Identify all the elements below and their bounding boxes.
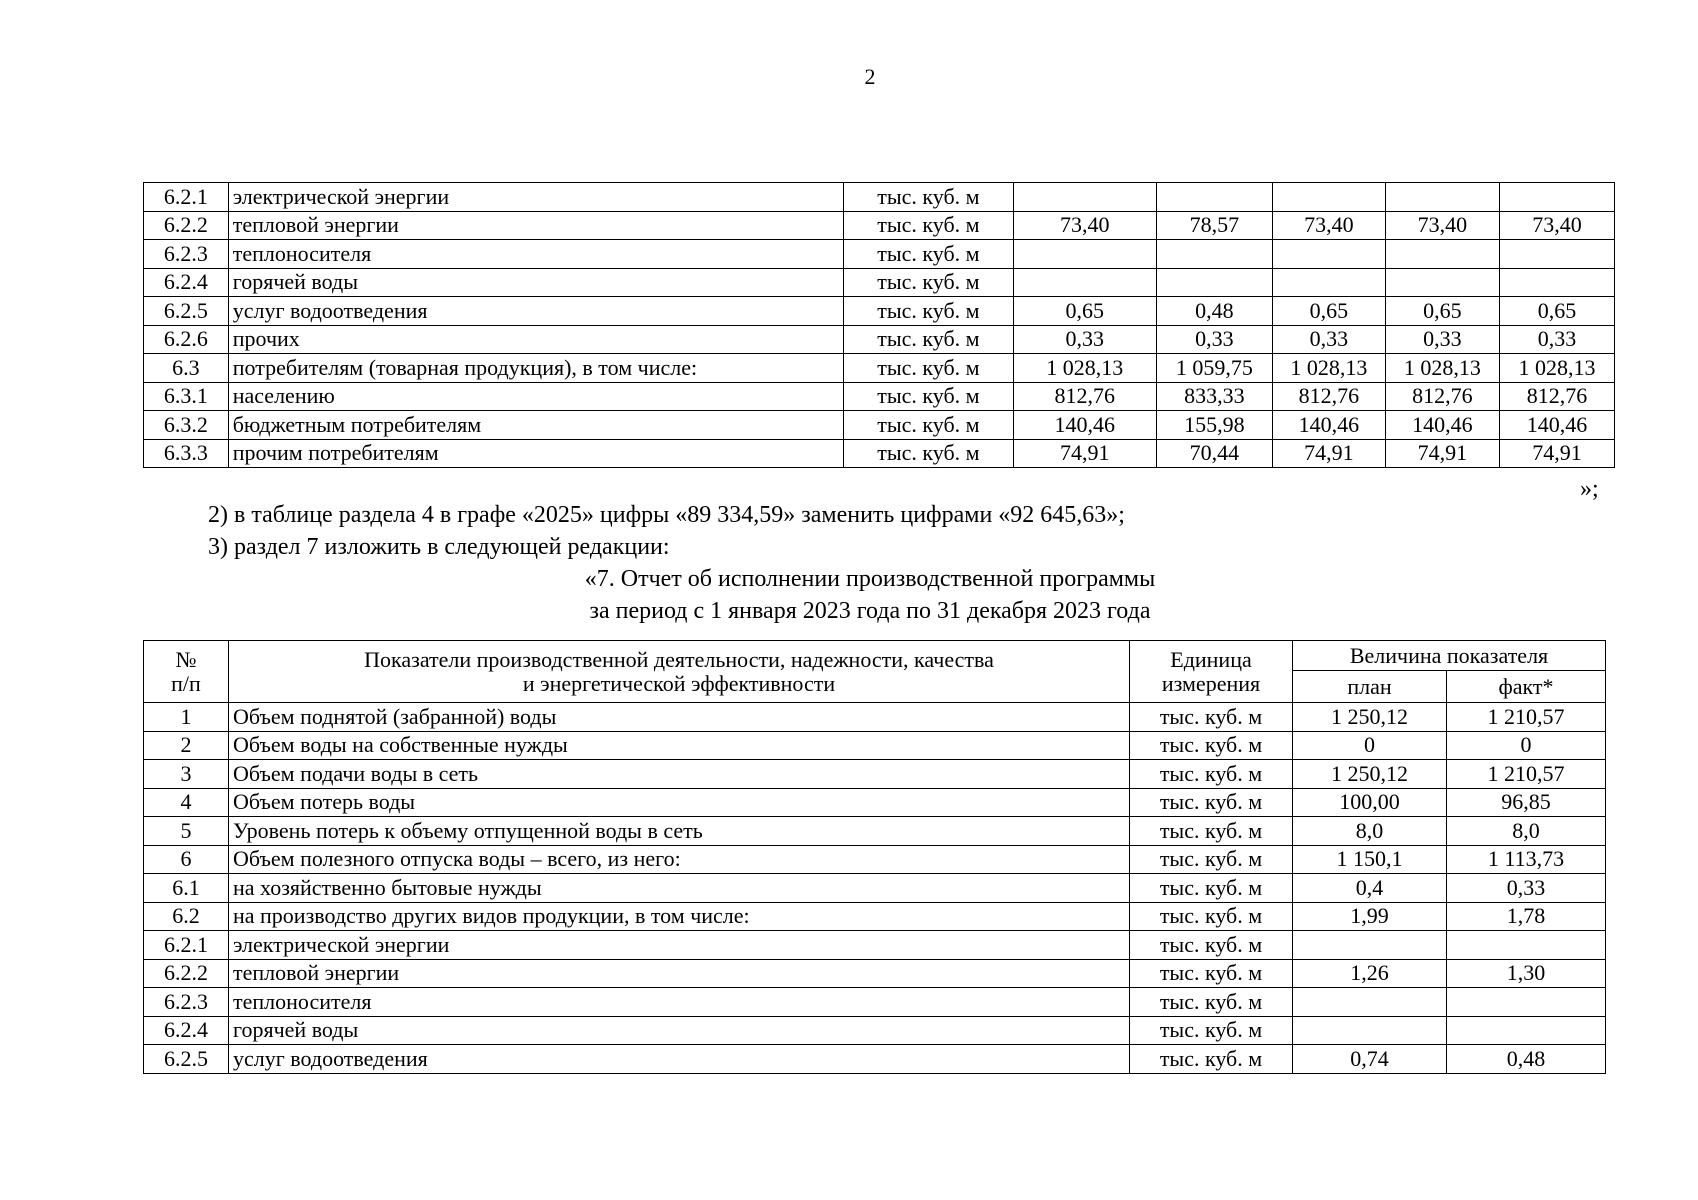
table-row <box>144 354 1615 383</box>
row-number: 6.2.1 <box>144 931 229 960</box>
indicator-name: Уровень потерь к объему отпущенной воды в сеть <box>229 817 1130 846</box>
value-cell: 0,48 <box>1156 297 1272 326</box>
fact-value: 8,0 <box>1447 817 1606 846</box>
indicator-name: потребителям (товарная продукция), в том числе: <box>228 354 843 383</box>
indicator-name: теплоносителя <box>228 240 843 269</box>
fact-value: 1 210,57 <box>1447 703 1606 732</box>
value-cell <box>1013 268 1156 297</box>
value-cell: 74,91 <box>1272 439 1385 468</box>
table-row <box>144 411 1615 440</box>
value-cell: 73,40 <box>1385 211 1499 240</box>
unit: тыс. куб. м <box>1130 874 1293 903</box>
table-row <box>144 297 1615 326</box>
indicator-name: Объем полезного отпуска воды – всего, из него: <box>229 845 1130 874</box>
row-number: 6 <box>144 845 229 874</box>
indicator-name: прочим потребителям <box>228 439 843 468</box>
unit: тыс. куб. м <box>844 211 1013 240</box>
value-cell <box>1499 268 1614 297</box>
value-cell <box>1156 240 1272 269</box>
table-row <box>144 1045 1606 1074</box>
closing-quote: »; <box>1580 476 1599 502</box>
fact-value <box>1447 1016 1606 1045</box>
table-row <box>144 988 1606 1017</box>
fact-value: 0 <box>1447 731 1606 760</box>
unit: тыс. куб. м <box>844 354 1013 383</box>
plan-value: 1,26 <box>1293 959 1447 988</box>
row-number: 6.3.3 <box>144 439 229 468</box>
indicator-name: электрической энергии <box>228 183 843 212</box>
value-cell: 833,33 <box>1156 382 1272 411</box>
indicator-name: горячей воды <box>228 268 843 297</box>
section-title-line2: за период с 1 января 2023 года по 31 декабря 2023 года <box>589 598 1151 624</box>
fact-value: 1 113,73 <box>1447 845 1606 874</box>
value-cell: 140,46 <box>1385 411 1499 440</box>
row-number: 6.2.1 <box>144 183 229 212</box>
row-number: 6.1 <box>144 874 229 903</box>
row-number: 6.2.3 <box>144 988 229 1017</box>
row-number: 5 <box>144 817 229 846</box>
value-cell: 1 028,13 <box>1272 354 1385 383</box>
row-number: 6.2.5 <box>144 1045 229 1074</box>
table-row <box>144 874 1606 903</box>
row-number: 6.3.2 <box>144 411 229 440</box>
unit: тыс. куб. м <box>844 439 1013 468</box>
unit: тыс. куб. м <box>1130 817 1293 846</box>
header-plan: план <box>1293 671 1447 703</box>
table-row <box>144 211 1615 240</box>
table-row <box>144 760 1606 789</box>
value-cell <box>1272 183 1385 212</box>
unit: тыс. куб. м <box>844 382 1013 411</box>
plan-value: 0,4 <box>1293 874 1447 903</box>
value-cell <box>1272 240 1385 269</box>
value-cell: 140,46 <box>1013 411 1156 440</box>
amendment-paragraph-2: 2) в таблице раздела 4 в графе «2025» цифры «89 334,59» заменить цифрами «92 645,63»; <box>208 502 1125 528</box>
row-number: 6.3.1 <box>144 382 229 411</box>
unit: тыс. куб. м <box>844 240 1013 269</box>
value-cell: 812,76 <box>1385 382 1499 411</box>
value-cell: 74,91 <box>1013 439 1156 468</box>
value-cell: 78,57 <box>1156 211 1272 240</box>
row-number: 6.2.4 <box>144 1016 229 1045</box>
value-cell: 0,65 <box>1013 297 1156 326</box>
value-cell: 0,65 <box>1272 297 1385 326</box>
plan-value <box>1293 988 1447 1017</box>
indicator-name: услуг водоотведения <box>229 1045 1130 1074</box>
value-cell <box>1385 183 1499 212</box>
section-title-line1: «7. Отчет об исполнении производственной программы <box>584 566 1156 592</box>
indicator-name: Объем поднятой (забранной) воды <box>229 703 1130 732</box>
row-number: 1 <box>144 703 229 732</box>
table-row <box>144 240 1615 269</box>
plan-value: 0 <box>1293 731 1447 760</box>
header-unit: Единица измерения <box>1130 641 1293 703</box>
indicator-name: бюджетным потребителям <box>228 411 843 440</box>
value-cell: 74,91 <box>1385 439 1499 468</box>
indicator-name: электрической энергии <box>229 931 1130 960</box>
unit: тыс. куб. м <box>1130 788 1293 817</box>
value-cell: 140,46 <box>1499 411 1614 440</box>
value-cell: 73,40 <box>1499 211 1614 240</box>
value-cell: 140,46 <box>1272 411 1385 440</box>
table-row <box>144 382 1615 411</box>
unit: тыс. куб. м <box>1130 931 1293 960</box>
plan-value: 0,74 <box>1293 1045 1447 1074</box>
header-value-group: Величина показателя <box>1293 641 1606 671</box>
value-cell: 0,65 <box>1385 297 1499 326</box>
value-cell: 1 028,13 <box>1499 354 1614 383</box>
unit: тыс. куб. м <box>844 411 1013 440</box>
fact-value: 96,85 <box>1447 788 1606 817</box>
value-cell: 812,76 <box>1272 382 1385 411</box>
amendment-paragraph-3: 3) раздел 7 изложить в следующей редакции: <box>208 534 670 560</box>
indicator-name: Объем подачи воды в сеть <box>229 760 1130 789</box>
value-cell <box>1385 268 1499 297</box>
table-production-program-continued <box>143 182 1615 468</box>
indicator-name: на производство других видов продукции, в том числе: <box>229 902 1130 931</box>
unit: тыс. куб. м <box>1130 988 1293 1017</box>
unit: тыс. куб. м <box>844 183 1013 212</box>
unit: тыс. куб. м <box>1130 845 1293 874</box>
row-number: 2 <box>144 731 229 760</box>
table-row <box>144 1016 1606 1045</box>
value-cell <box>1013 240 1156 269</box>
table-row <box>144 931 1606 960</box>
value-cell: 812,76 <box>1013 382 1156 411</box>
table-row <box>144 902 1606 931</box>
plan-value: 1 250,12 <box>1293 703 1447 732</box>
indicator-name: тепловой энергии <box>228 211 843 240</box>
fact-value <box>1447 931 1606 960</box>
table-row <box>144 845 1606 874</box>
table-program-execution-report <box>143 640 1606 1074</box>
unit: тыс. куб. м <box>1130 731 1293 760</box>
value-cell: 812,76 <box>1499 382 1614 411</box>
value-cell: 73,40 <box>1272 211 1385 240</box>
unit: тыс. куб. м <box>1130 1045 1293 1074</box>
value-cell: 0,65 <box>1499 297 1614 326</box>
value-cell: 1 028,13 <box>1385 354 1499 383</box>
value-cell <box>1499 240 1614 269</box>
value-cell <box>1156 183 1272 212</box>
plan-value: 1 250,12 <box>1293 760 1447 789</box>
indicator-name: тепловой энергии <box>229 959 1130 988</box>
header-fact: факт* <box>1447 671 1606 703</box>
value-cell: 1 028,13 <box>1013 354 1156 383</box>
value-cell <box>1385 240 1499 269</box>
plan-value: 100,00 <box>1293 788 1447 817</box>
header-num: № п/п <box>144 641 229 703</box>
unit: тыс. куб. м <box>1130 1016 1293 1045</box>
value-cell: 74,91 <box>1499 439 1614 468</box>
value-cell <box>1013 183 1156 212</box>
row-number: 6.2.2 <box>144 211 229 240</box>
table-row <box>144 788 1606 817</box>
value-cell: 0,33 <box>1013 325 1156 354</box>
value-cell: 70,44 <box>1156 439 1272 468</box>
fact-value: 0,48 <box>1447 1045 1606 1074</box>
table-row <box>144 325 1615 354</box>
value-cell: 0,33 <box>1272 325 1385 354</box>
unit: тыс. куб. м <box>844 297 1013 326</box>
indicator-name: прочих <box>228 325 843 354</box>
unit: тыс. куб. м <box>1130 959 1293 988</box>
row-number: 6.2.3 <box>144 240 229 269</box>
indicator-name: населению <box>228 382 843 411</box>
unit: тыс. куб. м <box>844 268 1013 297</box>
plan-value <box>1293 1016 1447 1045</box>
row-number: 6.2.6 <box>144 325 229 354</box>
table-row <box>144 183 1615 212</box>
fact-value: 1 210,57 <box>1447 760 1606 789</box>
indicator-name: теплоносителя <box>229 988 1130 1017</box>
unit: тыс. куб. м <box>1130 703 1293 732</box>
value-cell <box>1499 183 1614 212</box>
value-cell: 73,40 <box>1013 211 1156 240</box>
row-number: 6.2 <box>144 902 229 931</box>
table-row <box>144 439 1615 468</box>
indicator-name: Объем потерь воды <box>229 788 1130 817</box>
unit: тыс. куб. м <box>844 325 1013 354</box>
row-number: 4 <box>144 788 229 817</box>
fact-value: 1,30 <box>1447 959 1606 988</box>
page-number: 2 <box>864 64 876 89</box>
fact-value <box>1447 988 1606 1017</box>
value-cell: 0,33 <box>1385 325 1499 354</box>
fact-value: 1,78 <box>1447 902 1606 931</box>
table-row <box>144 731 1606 760</box>
value-cell: 1 059,75 <box>1156 354 1272 383</box>
table-row <box>144 959 1606 988</box>
table-row <box>144 703 1606 732</box>
row-number: 6.2.2 <box>144 959 229 988</box>
plan-value: 1,99 <box>1293 902 1447 931</box>
unit: тыс. куб. м <box>1130 760 1293 789</box>
row-number: 6.2.4 <box>144 268 229 297</box>
row-number: 6.3 <box>144 354 229 383</box>
plan-value <box>1293 931 1447 960</box>
fact-value: 0,33 <box>1447 874 1606 903</box>
row-number: 6.2.5 <box>144 297 229 326</box>
indicator-name: услуг водоотведения <box>228 297 843 326</box>
table-row <box>144 268 1615 297</box>
indicator-name: Объем воды на собственные нужды <box>229 731 1130 760</box>
value-cell: 0,33 <box>1499 325 1614 354</box>
value-cell: 155,98 <box>1156 411 1272 440</box>
table-row <box>144 817 1606 846</box>
value-cell <box>1156 268 1272 297</box>
unit: тыс. куб. м <box>1130 902 1293 931</box>
indicator-name: на хозяйственно бытовые нужды <box>229 874 1130 903</box>
header-indicator: Показатели производственной деятельности, надежности, качества и энергетической эффективности <box>229 641 1130 703</box>
plan-value: 8,0 <box>1293 817 1447 846</box>
value-cell <box>1272 268 1385 297</box>
value-cell: 0,33 <box>1156 325 1272 354</box>
indicator-name: горячей воды <box>229 1016 1130 1045</box>
row-number: 3 <box>144 760 229 789</box>
plan-value: 1 150,1 <box>1293 845 1447 874</box>
